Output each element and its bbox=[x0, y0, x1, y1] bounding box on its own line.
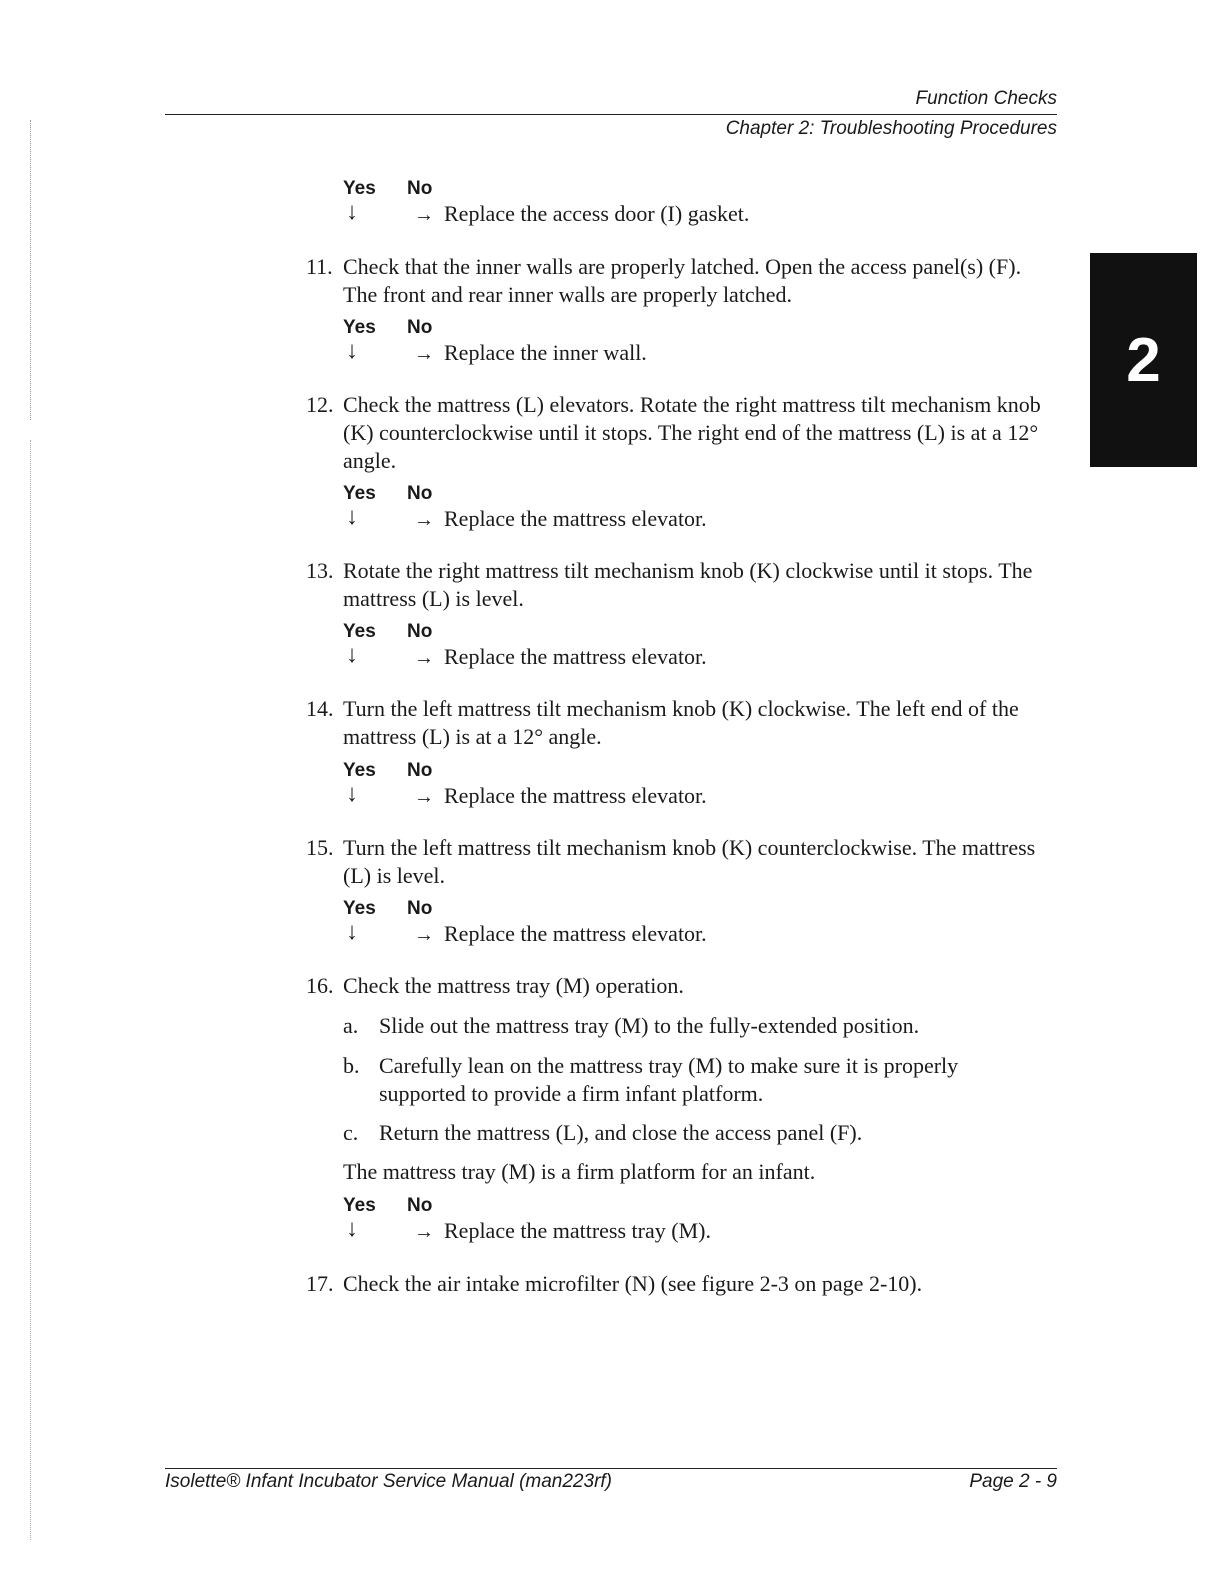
step-14 bbox=[306, 695, 1058, 751]
step-13 bbox=[306, 557, 1058, 613]
step-16-result: The mattress tray (M) is a firm platform for an infant. bbox=[343, 1159, 816, 1184]
header-chapter-title: Chapter 2: Troubleshooting Procedures bbox=[725, 118, 1057, 139]
no-label: No bbox=[407, 760, 433, 781]
sub-step-text: Slide out the mattress tray (M) to the fully-extended position. bbox=[379, 1013, 920, 1038]
step-12 bbox=[306, 391, 1058, 475]
step-11 bbox=[306, 253, 1058, 309]
yes-no-labels bbox=[343, 898, 433, 920]
step-text: Check the mattress (L) elevators. Rotate the right mattress tilt mechanism knob (K) counterclockwise until it stops. The right end of the mattress (L) is at a 12° angle. bbox=[343, 392, 1041, 473]
yes-no-labels bbox=[343, 178, 433, 200]
yes-label: Yes bbox=[343, 760, 376, 781]
yes-no-labels bbox=[343, 621, 433, 643]
step-text: Rotate the right mattress tilt mechanism knob (K) clockwise until it stops. The mattress (L) is level. bbox=[343, 558, 1033, 611]
step-text: Turn the left mattress tilt mechanism knob (K) counterclockwise. The mattress (L) is level. bbox=[343, 835, 1036, 888]
no-action-text: Replace the mattress elevator. bbox=[444, 783, 707, 808]
step-15 bbox=[306, 834, 1058, 890]
step-number: 14. bbox=[306, 696, 334, 721]
sub-step-a bbox=[343, 1012, 1033, 1040]
no-action-text: Replace the mattress elevator. bbox=[444, 506, 707, 531]
down-arrow-icon: ↓ bbox=[346, 199, 358, 225]
right-arrow-icon: → bbox=[414, 1221, 434, 1243]
sub-step-text: Return the mattress (L), and close the access panel (F). bbox=[379, 1120, 863, 1145]
header-section-title: Function Checks bbox=[915, 88, 1057, 109]
yes-no-labels bbox=[343, 1195, 433, 1217]
scan-edge-mark bbox=[30, 120, 37, 420]
sub-step-b bbox=[343, 1052, 1033, 1108]
sub-step-letter: c. bbox=[343, 1120, 359, 1145]
chapter-tab: 2 bbox=[1090, 253, 1197, 467]
right-arrow-icon: → bbox=[414, 786, 434, 808]
down-arrow-icon: ↓ bbox=[346, 919, 358, 945]
no-label: No bbox=[407, 898, 433, 919]
no-action bbox=[414, 201, 749, 227]
sub-step-text: Carefully lean on the mattress tray (M) to make sure it is properly supported to provide a firm infant platform. bbox=[379, 1053, 959, 1106]
yes-no-labels bbox=[343, 760, 433, 782]
no-label: No bbox=[407, 317, 433, 338]
yes-label: Yes bbox=[343, 317, 376, 338]
footer-page-number: Page 2 - 9 bbox=[969, 1471, 1057, 1492]
yes-label: Yes bbox=[343, 178, 376, 199]
right-arrow-icon: → bbox=[414, 204, 434, 226]
no-action bbox=[414, 1218, 711, 1244]
no-action-text: Replace the access door (I) gasket. bbox=[444, 201, 750, 226]
no-action bbox=[414, 644, 707, 670]
yes-label: Yes bbox=[343, 621, 376, 642]
yes-no-labels bbox=[343, 317, 433, 339]
no-action-text: Replace the mattress elevator. bbox=[444, 644, 707, 669]
yes-label: Yes bbox=[343, 1195, 376, 1216]
no-action bbox=[414, 921, 707, 947]
yes-label: Yes bbox=[343, 483, 376, 504]
no-action bbox=[414, 340, 647, 366]
step-number: 11. bbox=[306, 254, 333, 279]
footer-rule bbox=[165, 1468, 1057, 1469]
step-text: Check the mattress tray (M) operation. bbox=[343, 973, 684, 998]
no-action bbox=[414, 783, 707, 809]
no-label: No bbox=[407, 483, 433, 504]
step-text: Turn the left mattress tilt mechanism knob (K) clockwise. The left end of the mattress (L) is at a 12° angle. bbox=[343, 696, 1019, 749]
step-17 bbox=[306, 1270, 1058, 1298]
step-number: 13. bbox=[306, 558, 334, 583]
step-text: Check the air intake microfilter (N) (see figure 2-3 on page 2-10). bbox=[343, 1271, 923, 1296]
right-arrow-icon: → bbox=[414, 924, 434, 946]
yes-label: Yes bbox=[343, 898, 376, 919]
right-arrow-icon: → bbox=[414, 509, 434, 531]
step-16 bbox=[306, 972, 1058, 1000]
scan-edge-mark bbox=[30, 440, 37, 1540]
down-arrow-icon: ↓ bbox=[346, 504, 358, 530]
no-action-text: Replace the mattress elevator. bbox=[444, 921, 707, 946]
sub-step-letter: a. bbox=[343, 1013, 359, 1038]
no-label: No bbox=[407, 1195, 433, 1216]
right-arrow-icon: → bbox=[414, 343, 434, 365]
step-number: 16. bbox=[306, 973, 334, 998]
step-number: 12. bbox=[306, 392, 334, 417]
no-action bbox=[414, 506, 707, 532]
no-label: No bbox=[407, 178, 433, 199]
no-action-text: Replace the inner wall. bbox=[444, 340, 647, 365]
down-arrow-icon: ↓ bbox=[346, 338, 358, 364]
header-rule bbox=[165, 114, 1057, 115]
down-arrow-icon: ↓ bbox=[346, 781, 358, 807]
down-arrow-icon: ↓ bbox=[346, 642, 358, 668]
step-number: 15. bbox=[306, 835, 334, 860]
yes-no-labels bbox=[343, 483, 433, 505]
no-label: No bbox=[407, 621, 433, 642]
sub-step-letter: b. bbox=[343, 1053, 360, 1078]
no-action-text: Replace the mattress tray (M). bbox=[444, 1218, 711, 1243]
right-arrow-icon: → bbox=[414, 647, 434, 669]
down-arrow-icon: ↓ bbox=[346, 1216, 358, 1242]
step-text: Check that the inner walls are properly latched. Open the access panel(s) (F). The front and rear inner walls are properly latched. bbox=[343, 254, 1022, 307]
footer-manual-title: Isolette® Infant Incubator Service Manual (man223rf) bbox=[165, 1471, 613, 1492]
sub-step-c bbox=[343, 1119, 1033, 1147]
step-number: 17. bbox=[306, 1271, 334, 1296]
